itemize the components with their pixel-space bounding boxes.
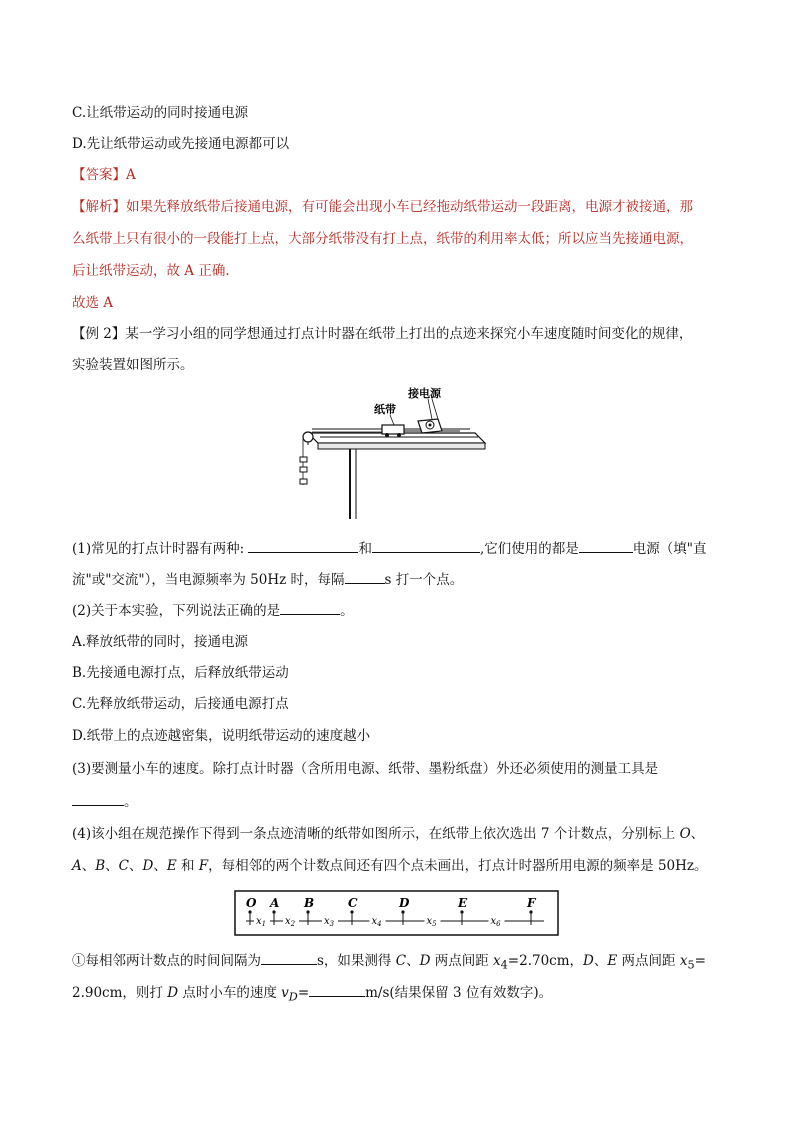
choose-line: 故选 A	[72, 295, 114, 311]
q4-text-3: ，每相邻的两个计数点间还有四个点未画出，打点计时器所用电源的频率是 50Hz。	[208, 858, 708, 874]
q4-1-blank-2[interactable]	[309, 982, 365, 997]
q4-1-text-10: 点时小车的速度	[178, 985, 282, 1001]
example2-line-2: 实验装置如图所示。	[72, 357, 194, 373]
tape-segment-x5: $x_5$	[426, 916, 437, 928]
q4-1-text-5: =2.70cm，	[507, 953, 584, 969]
q4-1-c: C	[395, 953, 407, 969]
q4-point-e: E	[166, 858, 177, 874]
q4-line-1	[72, 824, 704, 844]
q1-blank-1[interactable]	[248, 538, 358, 553]
q1-line-1	[72, 538, 706, 559]
label-power: 接电源	[408, 387, 441, 400]
q4-1-text-1: ①每相邻两计数点的时间间隔为	[72, 953, 261, 969]
q1-line-2	[72, 569, 463, 590]
tape-point-label-e: E	[458, 896, 468, 910]
q4-1-d2: D	[583, 953, 594, 969]
q3-line-2	[72, 791, 138, 812]
tape-segment-x6: $x_6$	[490, 916, 501, 928]
q4-1-text-3: 、	[406, 953, 420, 969]
q1-blank-4[interactable]	[345, 569, 385, 584]
answer-tag: 【答案】	[72, 167, 126, 183]
q2-option-d: D.纸带上的点迹越密集，说明纸带运动的速度越小	[72, 728, 371, 744]
tape-point-label-c: C	[348, 896, 358, 910]
tape-point-label-o: O	[246, 896, 257, 910]
q3-blank[interactable]	[72, 791, 124, 806]
tape-segment-x2: $x_2$	[285, 916, 296, 928]
q4-sep-5: 和	[176, 858, 199, 874]
analysis-text-1: 如果先释放纸带后接通电源，有可能会出现小车已经拖动纸带运动一段距离，电源才被接通，那	[126, 199, 693, 215]
apparatus-figure	[290, 385, 490, 525]
analysis-line-2: 么纸带上只有很小的一段能打上点，大部分纸带没有打上点，纸带的利用率太低；所以应当先接通电源，	[72, 231, 693, 247]
q4-1-text-12: m/s(结果保留 3 位有效数字)。	[365, 985, 553, 1001]
q1-blank-3[interactable]	[579, 538, 633, 553]
q4-1-blank-1[interactable]	[261, 950, 317, 965]
q4-1-text-4: 两点间距	[430, 953, 493, 969]
q4-1-d3: D	[167, 985, 179, 1001]
q4-1-d: D	[419, 953, 431, 969]
q3-line-1: (3)要测量小车的速度。除打点计时器（含所用电源、纸带、墨粉纸盘）外还必须使用的测量工具是	[72, 761, 659, 777]
option-d-prev: D.先让纸带运动或先接通电源都可以	[72, 136, 290, 152]
q2-stem-text: (2)关于本实验，下列说法正确的是	[72, 603, 281, 619]
q4-1-text-8: =	[694, 953, 706, 969]
q2-stem-end: 。	[340, 603, 354, 619]
example2-tag: 【例 2】	[72, 326, 126, 342]
tape-point-label-a: A	[270, 896, 280, 910]
tape-segment-x3: $x_3$	[324, 916, 335, 928]
q4-sep-3: 、	[129, 858, 143, 874]
q4-sep-4: 、	[153, 858, 167, 874]
analysis-tag: 【解析】	[72, 199, 126, 215]
answer	[72, 165, 136, 185]
tape-frame	[235, 891, 558, 935]
q4-sep-1: 、	[81, 858, 96, 874]
tape-figure	[234, 890, 559, 936]
table-edge	[318, 443, 485, 449]
q2-option-c: C.先释放纸带运动，后接通电源打点	[72, 696, 289, 712]
q2-option-b: B.先接通电源打点，后释放纸带运动	[72, 665, 289, 681]
analysis-line-1	[72, 197, 693, 217]
example2-line-1	[72, 324, 692, 344]
tape-segment-x4: $x_4$	[371, 916, 382, 928]
q1-blank-2[interactable]	[372, 538, 480, 553]
tape-point-label-f: F	[527, 896, 536, 910]
q4-1-x5-sub: 5	[687, 958, 695, 972]
q4-1-x5: x	[679, 953, 688, 969]
cart	[382, 425, 404, 434]
q2-blank[interactable]	[280, 600, 340, 615]
q4-point-a: A	[72, 858, 82, 874]
q4-1-v-sub: D	[288, 990, 298, 1004]
q4-1-text-6: 、	[593, 953, 608, 969]
q1-text-6: s 打一个点。	[384, 572, 464, 588]
q4-1-text-7: 两点间距	[617, 953, 680, 969]
q1-text-3: ,它们使用的都是	[479, 541, 579, 557]
pulley	[303, 432, 313, 442]
analysis-line-3: 后让纸带运动，故 A 正确.	[72, 263, 230, 279]
q4-1-x4: x	[493, 953, 501, 969]
q4-text-1: (4)该小组在规范操作下得到一条点迹清晰的纸带如图所示，在纸带上依次选出 7 个计数点，分别标上	[72, 826, 680, 842]
q1-text-2: 和	[358, 541, 372, 557]
q4-1-text-9: 2.90cm，则打	[72, 985, 168, 1001]
q4-1-text-2: s，如果测得	[317, 953, 396, 969]
hanging-weight-1	[300, 457, 307, 462]
option-c-prev: C.让纸带运动的同时接通电源	[72, 105, 249, 121]
q4-point-c: C	[118, 858, 130, 874]
q4-1-line-2	[72, 982, 552, 1008]
q4-point-d: D	[142, 858, 154, 874]
q4-point-o: O	[679, 826, 691, 842]
label-tape: 纸带	[374, 403, 396, 416]
hanging-weight-3	[300, 479, 307, 484]
q4-sep-2: 、	[105, 858, 119, 874]
q1-text-4: 电源（填"直	[632, 541, 707, 557]
tape-point-label-b: B	[304, 896, 315, 910]
q4-1-text-11: =	[297, 985, 310, 1001]
tape-segment-x1: $x_1$	[256, 916, 267, 928]
q4-point-f: F	[198, 858, 209, 874]
q4-text-2: 、	[690, 826, 705, 842]
hanging-weight-2	[300, 467, 307, 472]
q2-option-a: A.释放纸带的同时，接通电源	[72, 634, 249, 650]
q4-line-2	[72, 856, 708, 876]
tape-point-label-d: D	[399, 896, 410, 910]
q4-1-x4-sub: 4	[500, 958, 508, 972]
q3-end: 。	[124, 794, 138, 810]
q2-stem	[72, 600, 354, 621]
q4-1-line-1	[72, 950, 706, 976]
example2-text-1: 某一学习小组的同学想通过打点计时器在纸带上打出的点迹来探究小车速度随时间变化的规律，	[125, 326, 693, 342]
answer-value: A	[126, 167, 136, 183]
q4-1-e: E	[607, 953, 618, 969]
q4-1-v: v	[281, 985, 289, 1001]
q1-text-1: (1)常见的打点计时器有两种:	[72, 541, 245, 557]
q1-text-5: 流"或"交流"），当电源频率为 50Hz 时，每隔	[72, 572, 345, 588]
q4-point-b: B	[95, 858, 106, 874]
